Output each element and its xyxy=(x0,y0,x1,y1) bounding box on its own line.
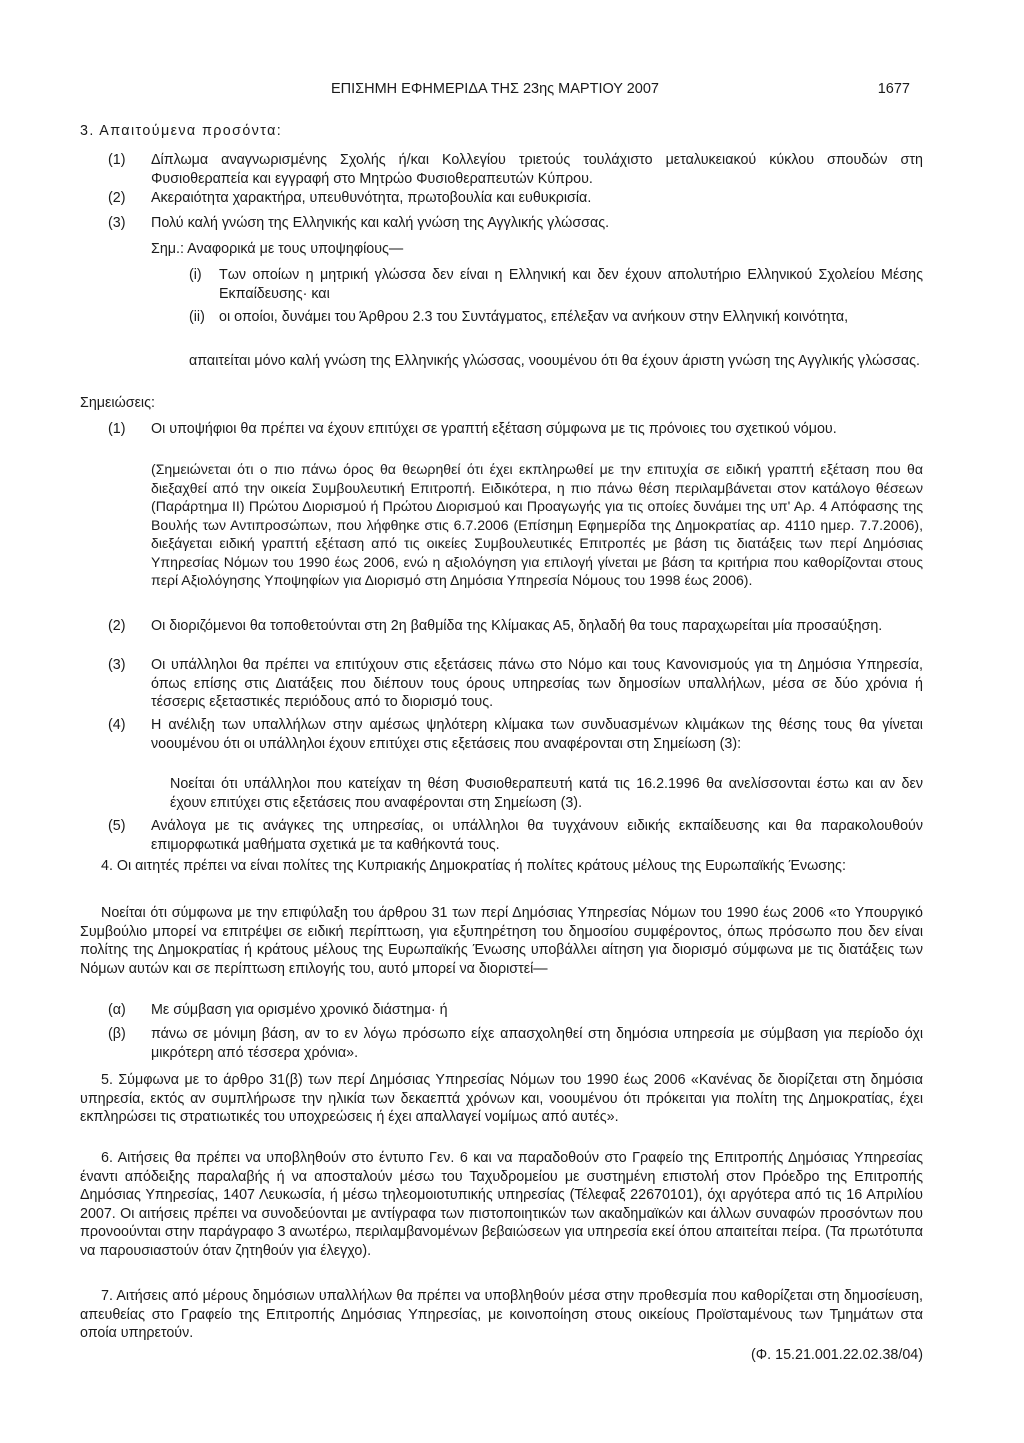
note-item: Οι υπάλληλοι θα πρέπει να επιτύχουν στις εξετάσεις πάνω στο Νόμο και τους Κανονισμούς για τη Δημόσια Υπηρεσία, όπως επίσης στις Διατάξεις που διέπουν τους όρους υπηρεσίας των δημοσίων υπαλλήλων, μέσα σε δύο χρόνια ή τέσσερις εξεταστικές περιόδους από το διορισμό τους. xyxy=(151,657,923,711)
note-item: Ανάλογα με τις ανάγκες της υπηρεσίας, οι υπάλληλοι θα τυγχάνουν ειδικής εκπαίδευσης και θα παρακολουθούν επιμορφωτικά μαθήματα σχετικά με τα καθήκοντά τους. xyxy=(151,818,923,853)
qualification-number: (3) xyxy=(108,215,126,231)
section-4-text: 4. Οι αιτητές πρέπει να είναι πολίτες της Κυπριακής Δημοκρατίας ή πολίτες κράτους μέλους της Ευρωπαϊκής Ένωσης: xyxy=(101,858,846,874)
subitem-number: (i) xyxy=(189,267,202,283)
note-item: Η ανέλιξη των υπαλλήλων στην αμέσως ψηλότερη κλίμακα των συνδυασμένων κλιμάκων της θέσης τους θα γίνεται νοουμένου ότι οι υπάλληλοι έχουν επιτύχει στις εξετάσεις που αναφέρονται στη Σημείωση (3): xyxy=(151,717,923,752)
gazette-title: ΕΠΙΣΗΜΗ ΕΦΗΜΕΡΙΔΑ ΤΗΣ 23ης ΜΑΡΤΙΟΥ 2007 xyxy=(330,81,659,97)
appointment-option: πάνω σε μόνιμη βάση, αν το εν λόγω πρόσωπο είχε απασχοληθεί στη δημόσια υπηρεσία με σύμβαση για περίοδο όχι μικρότερη από τέσσερα χρόνια». xyxy=(151,1026,923,1061)
qualification-item: Πολύ καλή γνώση της Ελληνικής και καλή γνώση της Αγγλικής γλώσσας. xyxy=(151,215,610,231)
note-1-detail: (Σημειώνεται ότι ο πιο πάνω όρος θα θεωρηθεί ότι έχει εκπληρωθεί με την επιτυχία σε ειδική γραπτή εξέταση που θα διεξαχθεί από την οικεία Συμβουλευτική Επιτροπή. Ειδικότερα, η πιο πάνω θέση περιλαμβάνεται στον κατάλογο θέσεων (Παράρτημα ΙΙ) Πρώτου Διορισμού ή Πρώτου Διορισμού και Προαγωγής για τις οποίες δυνάμει της υπ' Αρ. 4 Απόφασης της Βουλής των Αντιπροσώπων, που λήφθηκε στις 6.7.2006 (Επίσημη Εφημερίδα της Δημοκρατίας αρ. 4110 ημερ. 7.7.2006), διεξάγεται ειδική γραπτή εξέταση από τις οικείες Συμβουλευτικές Επιτροπές με βάση τις διατάξεις των περί Δημόσιας Υπηρεσίας Νόμων του 1990 έως 2006, ενώ η αξιολόγηση για επιλογή γίνεται με βάση τα κριτήρια που καθορίζονται στους περί Αξιολόγησης Υποψηφίων για Διορισμό στη Δημόσια Υπηρεσία Νόμους του 1998 έως 2006). xyxy=(151,461,923,588)
file-reference: (Φ. 15.21.001.22.02.38/04) xyxy=(751,1347,923,1363)
note-number: (3) xyxy=(108,657,126,673)
qualification-item: Δίπλωμα αναγνωρισμένης Σχολής ή/και Κολλεγίου τριετούς τουλάχιστο μεταλυκειακού κύκλου σπουδών στη Φυσιοθεραπεία και εγγραφή στο Μητρώο Φυσιοθεραπευτών Κύπρου. xyxy=(151,152,923,187)
option-number: (α) xyxy=(108,1002,126,1018)
note-item: Οι υποψήφιοι θα πρέπει να έχουν επιτύχει σε γραπτή εξέταση σύμφωνα με τις πρόνοιες του σχετικού νόμου. xyxy=(151,421,837,437)
language-exemption-item: Των οποίων η μητρική γλώσσα δεν είναι η Ελληνική και δεν έχουν απολυτήριο Ελληνικού Σχολείου Μέσης Εκπαίδευσης· και xyxy=(219,267,923,302)
note-number: (2) xyxy=(108,618,126,634)
note-conclusion: απαιτείται μόνο καλή γνώση της Ελληνικής γλώσσας, νοουμένου ότι θα έχουν άριστη γνώση της Αγγλικής γλώσσας. xyxy=(189,353,920,369)
qualifications-heading: 3. Απαιτούμενα προσόντα: xyxy=(80,123,283,139)
appointment-option: Με σύμβαση για ορισμένο χρονικό διάστημα· ή xyxy=(151,1002,448,1018)
qualification-number: (1) xyxy=(108,152,126,168)
notes-heading: Σημειώσεις: xyxy=(80,395,155,411)
note-number: (1) xyxy=(108,421,126,437)
note-label: Σημ.: Αναφορικά με τους υποψηφίους— xyxy=(151,241,404,257)
note-item: Οι διοριζόμενοι θα τοποθετούνται στη 2η βαθμίδα της Κλίμακας Α5, δηλαδή θα τους παραχωρείται μία προσαύξηση. xyxy=(151,618,883,634)
note-number: (5) xyxy=(108,818,126,834)
language-exemption-item: οι οποίοι, δυνάμει του Άρθρου 2.3 του Συντάγματος, επέλεξαν να ανήκουν στην Ελληνική κοινότητα, xyxy=(219,309,849,325)
page-number: 1677 xyxy=(877,81,910,97)
subitem-number: (ii) xyxy=(189,309,205,325)
qualification-item: Ακεραιότητα χαρακτήρα, υπευθυνότητα, πρωτοβουλία και ευθυκρισία. xyxy=(151,190,592,206)
note-4-detail: Νοείται ότι υπάλληλοι που κατείχαν τη θέση Φυσιοθεραπευτή κατά τις 16.2.1996 θα ανελίσσονται έστω και αν δεν έχουν επιτύχει στις εξετάσεις που αναφέρονται στη Σημείωση (3). xyxy=(170,776,923,811)
running-header xyxy=(80,80,910,100)
option-number: (β) xyxy=(108,1026,126,1042)
note-number: (4) xyxy=(108,717,126,733)
section-5-text: 5. Σύμφωνα με το άρθρο 31(β) των περί Δημόσιας Υπηρεσίας Νόμων του 1990 έως 2006 «Κανένας δε διορίζεται στη δημόσια υπηρεσία, εκτός αν συμπλήρωσε την ηλικία των δεκαεπτά χρόνων και, νοουμένου ότι πρόκειται για πολίτη της Δημοκρατίας, έχει εκπληρώσει τις στρατιωτικές του υποχρεώσεις ή έχει απαλλαγεί νομίμως από αυτές». xyxy=(80,1072,923,1126)
section-6-text: 6. Αιτήσεις θα πρέπει να υποβληθούν στο έντυπο Γεν. 6 και να παραδοθούν στο Γραφείο της Επιτροπής Δημόσιας Υπηρεσίας έναντι απόδειξης παραλαβής ή να αποσταλούν μέσω του Ταχυδρομείου με συστημένη επιστολή στον Πρόεδρο της Επιτροπής Δημόσιας Υπηρεσίας, 1407 Λευκωσία, ή μέσω τηλεομοιοτυπικής υπηρεσίας (Τέλεφαξ 22670101), όχι αργότερα από τις 16 Απριλίου 2007. Οι αιτήσεις πρέπει να συνοδεύονται με αντίγραφα των πιστοποιητικών των ακαδημαϊκών και άλλων συναφών προσόντων που προνοούνται στην παράγραφο 3 ανωτέρω, περιλαμβανομένων βεβαιώσεων για υπηρεσία εκεί όπου απαιτείται πείρα. (Τα πρωτότυπα να παρουσιαστούν όταν ζητηθούν για έλεγχο). xyxy=(80,1150,923,1259)
section-7-text: 7. Αιτήσεις από μέρους δημόσιων υπαλλήλων θα πρέπει να υποβληθούν μέσα στην προθεσμία που καθορίζεται στη δημοσίευση, απευθείας στο Γραφείο της Επιτροπής Δημόσιας Υπηρεσίας, με κοινοποίηση στους οικείους Προϊσταμένους των Τμημάτων στα οποία υπηρετούν. xyxy=(80,1288,923,1342)
section-4-proviso: Νοείται ότι σύμφωνα με την επιφύλαξη του άρθρου 31 των περί Δημόσιας Υπηρεσίας Νόμων του 1990 έως 2006 «το Υπουργικό Συμβούλιο μπορεί να επιτρέψει σε ειδική περίπτωση, για εξυπηρέτηση του δημοσίου συμφέροντος, όπως πρόσωπο που δεν είναι πολίτης της Δημοκρατίας ή κράτους μέλους της Ευρωπαϊκής Ένωσης υποβάλλει αίτηση για διορισμό σύμφωνα με τις διατάξεις των Νόμων αυτών και σε περίπτωση επιλογής του, αυτό μπορεί να διοριστεί— xyxy=(80,905,923,977)
qualification-number: (2) xyxy=(108,190,126,206)
